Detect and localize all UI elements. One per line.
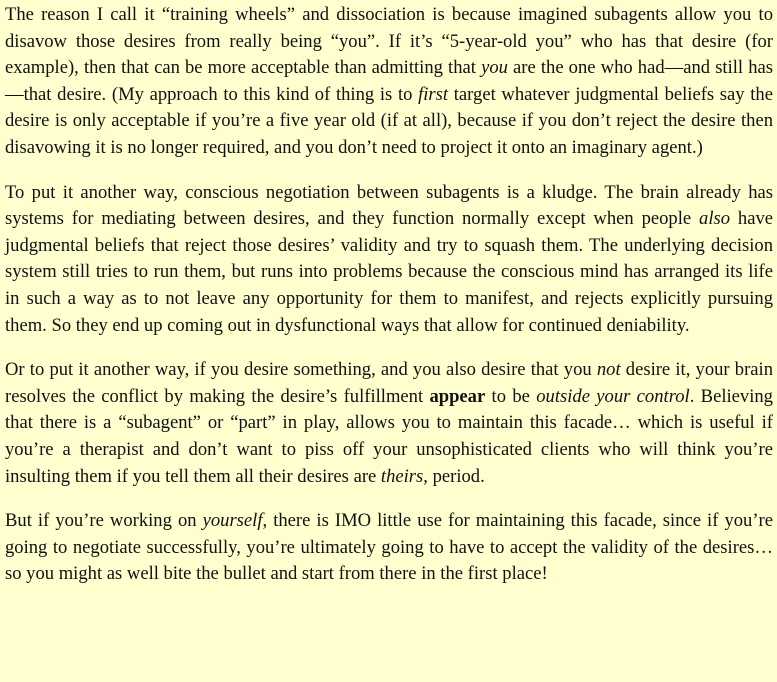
emphasis-text: outside your control [536,385,690,407]
paragraph-3 [5,357,773,490]
text-run: are the one who had—and still has—that desire. (My approach to this kind of thing is to [5,57,773,105]
text-run: to be [485,385,537,407]
text-run: target whatever judgmental beliefs say the desire is only acceptable if you’re a five year old (if at all), because if you don’t reject the desire then disavowing it is no longer required, and you don’t need to project it onto an imaginary agent.) [5,83,773,158]
text-run: To put it another way, conscious negotiation between subagents is a kludge. The brain already has systems for mediating between desires, and they function normally except when people [5,181,773,230]
text-run: . Believing that there is a “subagent” or “part” in play, allows you to maintain this facade… which is useful if you’re a therapist and don’t want to piss off your unsophisticated clients who will think you’re insulting them if you tell them all their desires are [5,385,773,487]
paragraph-2 [5,180,773,340]
emphasis-text: you [481,57,508,79]
bold-text: appear [429,385,486,407]
text-run: , period. [423,465,485,487]
emphasis-text: yourself [202,510,263,532]
emphasis-text: not [596,359,621,381]
emphasis-text: first [418,83,449,105]
text-run: The reason I call it “training wheels” and dissociation is because imagined subagents allow you to disavow those desires from really being “you”. If it’s “5-year-old you” who has that desire (for example), then that can be more acceptable than admitting that [5,4,773,79]
text-run: have judgmental beliefs that reject those desires’ validity and try to squash them. The underlying decision system still tries to run them, but runs into problems because the conscious mind has arranged its life in such a way as to not leave any opportunity for them to manifest, and rejects explicitly pursuing them. So they end up coming out in dysfunctional ways that allow for continued deniability. [5,208,773,336]
paragraph-1 [5,2,773,162]
text-run: , there is IMO little use for maintaining this facade, since if you’re going to negotiate successfully, you’re ultimately going to have to accept the validity of the desires… so you might as well bite the bullet and start from there in the first place! [5,510,773,585]
text-run: desire it, your brain resolves the conflict by making the desire’s fulfillment [5,359,773,407]
emphasis-text: also [699,208,731,230]
text-run: Or to put it another way, if you desire something, and you also desire that you [5,359,597,381]
paragraph-4 [5,508,773,588]
emphasis-text: theirs [380,465,424,487]
text-run: But if you’re working on [5,510,203,532]
